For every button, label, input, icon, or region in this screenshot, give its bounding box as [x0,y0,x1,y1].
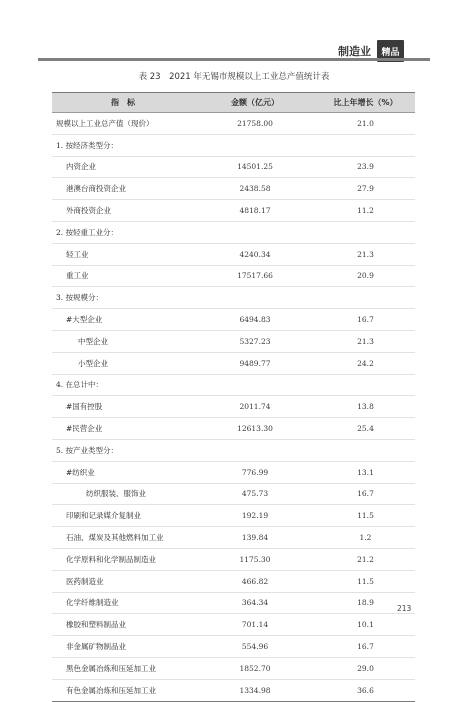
row-growth: 21.2 [357,554,374,564]
row-amount: 554.96 [241,642,269,652]
row-indicator: 4. 在总计中： [56,380,104,390]
row-amount: 1334.98 [239,685,271,695]
row-indicator: 纺织服装、服饰业 [86,489,146,499]
row-indicator: 外商投资企业 [66,206,111,216]
row-indicator: 规模以上工业总产值（现价） [56,118,154,128]
row-amount: 1852.70 [239,663,271,673]
row-growth: 21.3 [357,249,374,259]
row-amount: 701.14 [241,620,269,630]
row-amount: 2011.74 [239,402,271,412]
row-amount: 139.84 [241,533,269,543]
row-growth: 16.7 [357,489,374,499]
row-amount: 4818.17 [239,206,271,216]
row-growth: 23.9 [357,162,374,172]
row-amount: 6494.83 [239,315,271,325]
row-growth: 11.5 [357,511,374,521]
table-row [52,635,415,657]
row-indicator: 有色金属冶炼和压延加工业 [66,685,156,695]
column-header-amount: 金额（亿元） [231,98,279,107]
row-growth: 20.9 [357,271,374,281]
table-row [52,265,415,287]
table-row [52,352,415,374]
row-indicator: 重工业 [66,271,89,281]
table-row [52,199,415,221]
table-row [52,221,415,243]
table-body [52,112,415,701]
row-indicator: 3. 按规模分： [56,293,104,303]
row-growth: 13.1 [357,467,374,477]
table-header [52,93,415,112]
row-indicator: 5. 按产业类型分： [56,445,119,455]
brand-logo: 精品 [377,40,404,62]
row-growth: 36.6 [357,685,374,695]
row-indicator: #民营企业 [66,424,103,434]
table-row [52,330,415,352]
table-row [52,417,415,439]
row-amount: 1175.30 [239,554,271,564]
row-indicator: 中型企业 [78,336,108,346]
row-growth: 27.9 [357,184,374,194]
table-row [52,177,415,199]
row-amount: 364.34 [241,598,269,608]
row-growth: 1.2 [359,533,372,543]
row-indicator: #大型企业 [66,315,103,325]
row-growth: 11.2 [357,206,374,216]
row-growth: 21.3 [357,336,374,346]
table-row [52,308,415,330]
row-indicator: 化学原料和化学制品制造业 [66,554,156,564]
row-growth: 13.8 [357,402,374,412]
table-row [52,134,415,156]
row-indicator: 橡胶和塑料制品业 [66,620,126,630]
table-row [52,483,415,505]
table-row [52,374,415,396]
table-row [52,657,415,679]
row-indicator: 小型企业 [78,358,108,368]
table-row [52,156,415,178]
row-indicator: 2. 按轻重工业分： [56,227,119,237]
table-row [52,461,415,483]
column-header-growth: 比上年增长（%） [333,98,398,107]
row-growth: 16.7 [357,642,374,652]
table-title: 表 23 2021 年无锡市规模以上工业总产值统计表 [138,72,330,82]
row-amount: 9489.77 [239,358,271,368]
table-row [52,592,415,614]
page-number: 213 [397,604,412,613]
row-indicator: 内资企业 [66,162,96,172]
row-amount: 14501.25 [237,162,273,172]
table-row [52,112,415,134]
table-row [52,504,415,526]
row-amount: 21758.00 [237,118,273,128]
row-growth: 18.9 [357,598,374,608]
row-growth: 24.2 [357,358,374,368]
row-amount: 5327.23 [239,336,271,346]
table-row [52,679,415,701]
row-indicator: 非金属矿物制品业 [66,642,126,652]
section-title: 制造业 [338,45,371,58]
row-indicator: 印刷和记录媒介复制业 [66,511,141,521]
row-indicator: 医药制造业 [66,576,104,586]
row-amount: 17517.66 [237,271,273,281]
row-indicator: #纺织业 [66,467,95,477]
table-row [52,548,415,570]
row-indicator: 黑色金属冶炼和压延加工业 [66,663,156,673]
row-growth: 10.1 [357,620,374,630]
row-amount: 776.99 [241,467,269,477]
row-amount: 4240.34 [239,249,271,259]
row-growth: 29.0 [357,663,374,673]
statistics-table [52,92,415,702]
row-indicator: 1. 按经济类型分： [56,140,119,150]
table-row [52,526,415,548]
row-growth: 11.5 [357,576,374,586]
row-amount: 12613.30 [237,424,273,434]
row-growth: 21.0 [357,118,374,128]
column-header-indicator: 指 标 [111,98,135,107]
row-amount: 475.73 [241,489,269,499]
row-growth: 25.4 [357,424,374,434]
header-rule [38,58,430,61]
row-amount: 466.82 [241,576,269,586]
row-indicator: 石油、煤炭及其他燃料加工业 [66,533,164,543]
row-growth: 16.7 [357,315,374,325]
table-row [52,439,415,461]
table-row [52,613,415,635]
table-row [52,286,415,308]
row-indicator: #国有控股 [66,402,103,412]
row-amount: 192.19 [241,511,269,521]
row-indicator: 轻工业 [66,249,89,259]
table-row [52,243,415,265]
row-indicator: 化学纤维制造业 [66,598,119,608]
row-amount: 2438.58 [239,184,271,194]
table-row [52,570,415,592]
table-row [52,395,415,417]
row-indicator: 港澳台商投资企业 [66,184,126,194]
